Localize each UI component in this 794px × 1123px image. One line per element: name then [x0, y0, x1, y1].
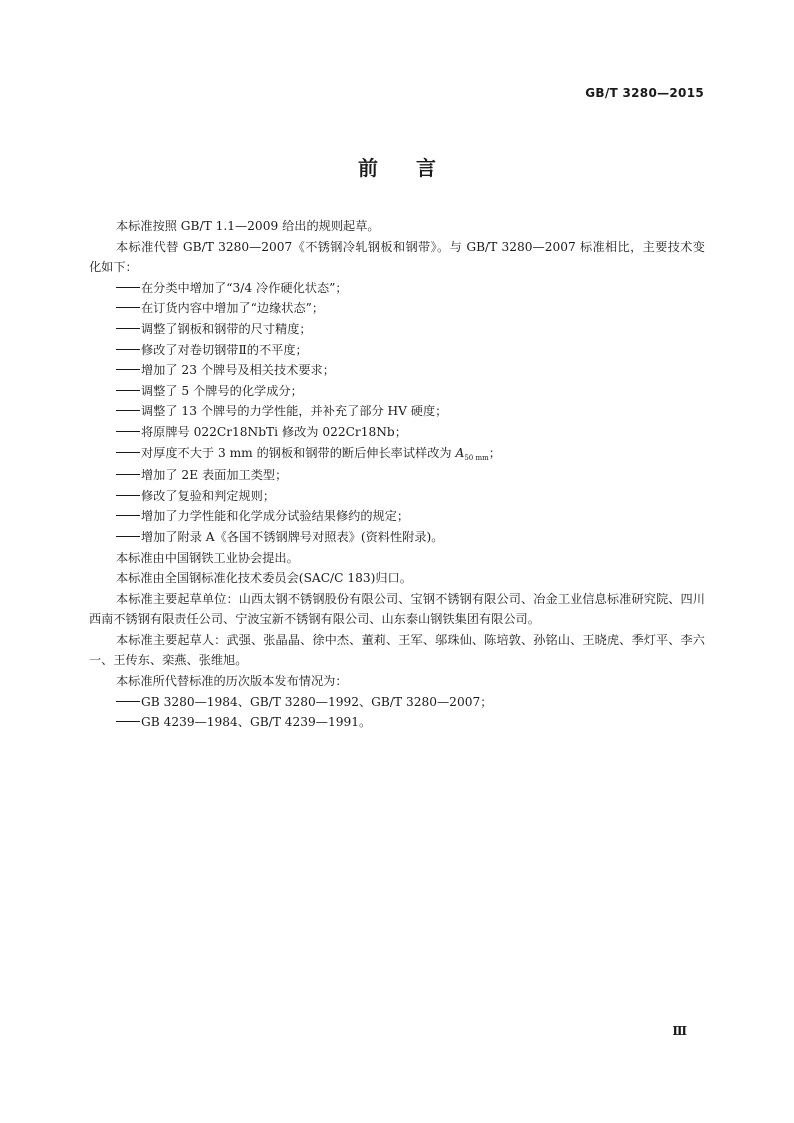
list-item: 调整了 5 个牌号的化学成分； [89, 381, 705, 402]
dash-mark [116, 495, 140, 496]
paragraph-committee: 本标准由全国钢标准化技术委员会(SAC/C 183)归口。 [116, 571, 412, 586]
dash-mark [116, 328, 140, 329]
page-title: 前言 [358, 156, 474, 180]
dash-mark [116, 390, 140, 391]
paragraph-drafting-rules: 本标准按照 GB/T 1.1—2009 给出的规则起草。 [116, 219, 380, 233]
page-number: Ⅲ [672, 1024, 687, 1038]
dash-mark [116, 431, 140, 432]
list-item: 调整了 13 个牌号的力学性能，并补充了部分 HV 硬度； [89, 401, 705, 422]
dash-mark [116, 474, 140, 475]
dash-mark [116, 515, 140, 516]
list-item: 对厚度不大于 3 mm 的钢板和钢带的断后伸长率试样改为 $A_{50 mm}$； [89, 443, 705, 466]
document-body [89, 216, 705, 733]
dash-mark [116, 349, 140, 350]
dash-mark [116, 721, 140, 722]
list-item: 增加了 23 个牌号及相关技术要求； [89, 360, 705, 381]
list-item: 修改了复验和判定规则； [89, 486, 705, 507]
list-item: 增加了 2E 表面加工类型； [89, 465, 705, 486]
paragraph-drafting-units: 本标准主要起草单位：山西太钢不锈钢股份有限公司、宝钢不锈钢有限公司、冶金工业信息标准研究院、四川西南不锈钢有限责任公司、宁波宝新不锈钢有限公司、山东泰山钢铁集团有限公司。 [89, 591, 705, 627]
document-code: GB/T 3280—2015 [585, 86, 704, 100]
list-item: 修改了对卷切钢带Ⅱ的不平度； [89, 340, 705, 361]
list-item: 将原牌号 022Cr18NbTi 修改为 022Cr18Nb； [89, 422, 705, 443]
dash-mark [116, 452, 140, 453]
list-item: 在分类中增加了“3/4 冷作硬化状态”； [89, 278, 705, 299]
dash-mark [116, 287, 140, 288]
elongation-symbol: $A_{50 mm}$ [455, 445, 489, 462]
paragraph-history-intro: 本标准所代替标准的历次版本发布情况为： [116, 674, 348, 689]
dash-mark [116, 536, 140, 537]
paragraph-proposer: 本标准由中国钢铁工业协会提出。 [116, 550, 299, 565]
history-item: GB 4239—1984、GB/T 4239—1991。 [89, 712, 705, 733]
list-item: 调整了钢板和钢带的尺寸精度； [89, 319, 705, 340]
list-item: 增加了附录 A《各国不锈钢牌号对照表》(资料性附录)。 [89, 527, 705, 548]
list-item: 在订货内容中增加了“边缘状态”； [89, 298, 705, 319]
paragraph-drafters: 本标准主要起草人：武强、张晶晶、徐中杰、董莉、王军、邬珠仙、陈培敦、孙铭山、王晓虎、季灯平、李六一、王传东、栾燕、张维旭。 [89, 632, 705, 668]
dash-mark [116, 369, 140, 370]
dash-mark [116, 307, 140, 308]
paragraph-replaces: 本标准代替 GB/T 3280—2007《不锈钢冷轧钢板和钢带》。与 GB/T 3280—2007 标准相比，主要技术变化如下： [89, 239, 705, 275]
list-item: 增加了力学性能和化学成分试验结果修约的规定； [89, 506, 705, 527]
dash-mark [116, 701, 140, 702]
dash-mark [116, 410, 140, 411]
history-item: GB 3280—1984、GB/T 3280—1992、GB/T 3280—2007； [89, 692, 705, 713]
